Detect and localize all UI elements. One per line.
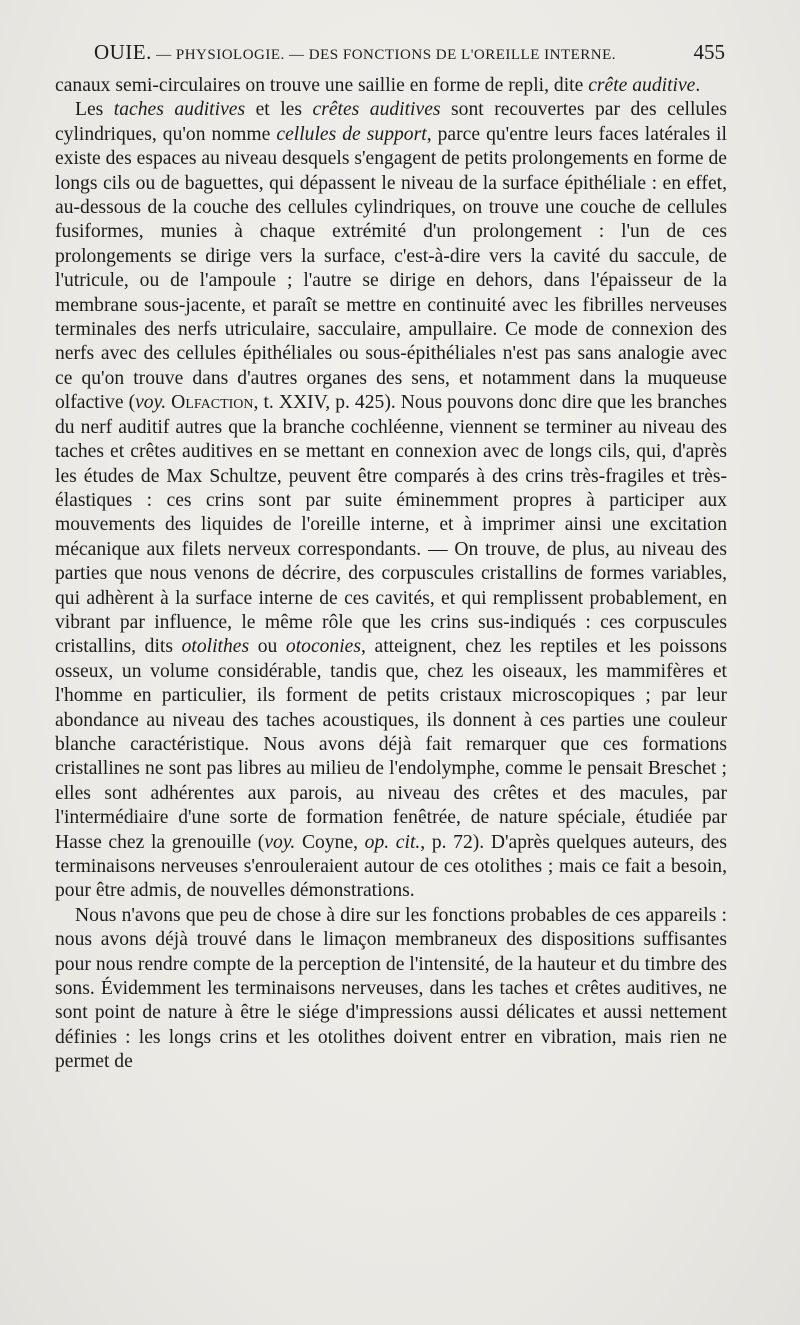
text-run: canaux semi-circulaires on trouve une saillie en forme de repli, dite — [55, 75, 589, 96]
italic-text: crête auditive — [588, 75, 696, 96]
text-run: Coyne, — [295, 831, 365, 853]
header-lead: OUIE. — [93, 40, 152, 64]
text-run: sont recouvertes par des cellules cylindriques, qu'on nomme — [55, 99, 727, 145]
italic-text: otoconies — [285, 636, 361, 658]
header-title — [55, 40, 655, 65]
text-run: , t. XXIV, p. 425). Nous pouvons donc dire que les branches du nerf auditif autres que la branche cochléenne, viennent se terminer au niveau des taches et crêtes auditives en se mettant en connexion avec de longs cils, qui, d'après les études de Max Schultze, peuvent être comparés à des crins très-fragiles et très-élastiques : ces crins sont par suite éminemment propres à participer aux mouvements des liquides de l'oreille interne, et à imprimer ainsi une excitation mécanique aux filets nerveux correspondants. — On trouve, de plus, au niveau des parties que nous venons de décrire, des corpuscules cristallins de formes variables, qui adhèrent à la surface interne de ces cavités, et qui remplissent probablement, en vibrant par influence, le même rôle que les crins sus-indiqués : ces corpuscules cristallins, dits — [55, 392, 728, 658]
text-run: Nous n'avons que peu de chose à dire sur les fonctions probables de ces appareils : nous avons déjà trouvé dans le limaçon membraneux des dispositions suffisantes pour nous rendre compte de la perception de l'intensité, de la hauteur et du timbre des sons. Évidemment les terminaisons nerveuses, dans les taches et crêtes auditives, ne sont point de nature à être le siége d'impressions aussi délicates et aussi nettement définies : les longs crins et les otolithes doivent entrer en vibration, mais rien ne permet de — [55, 904, 727, 1073]
text-run: , atteignent, chez les reptiles et les poissons osseux, un volume considérable, tandis que, chez les oiseaux, les mammifères et l'homme en particulier, ils forment de petits cristaux microscopiques ; par leur abondance au niveau des taches acoustiques, ils donnent à ces parties une couleur blanche caractéristique. Nous avons déjà fait remarquer que ces formations cristallines ne sont pas libres au milieu de l'endolymphe, comme le pensait Breschet ; elles sont adhérentes aux parois, au niveau des crêtes et des macules, par l'intermédiaire d'une sorte de formation fenêtrée, de nature spéciale, étudiée par Hasse chez la grenouille ( — [55, 636, 727, 853]
running-header — [55, 40, 725, 70]
italic-text: cellules de support — [276, 123, 427, 145]
text-run: , parce qu'entre leurs faces latérales il existe des espaces au niveau desquels s'engagent de petits prolongements en forme de longs cils ou de baguettes, qui dépassent le niveau de la surface épithéliale : en effet, au-dessous de la couche des cellules cylindriques, on trouve une couche de cellules fusiformes, munies à chaque extrémité d'un prolongement : l'un de ces prolongements se dirige vers la surface, c'est-à-dire vers la cavité du saccule, de l'utricule, ou de l'ampoule ; l'autre se dirige en dehors, dans l'épaisseur de la membrane sous-jacente, et paraît se mettre en continuité avec les fibrilles nerveuses terminales des nerfs utriculaire, sacculaire, ampullaire. Ce mode de connexion des nerfs avec des cellules épithéliales ou sous-épithéliales n'est pas sans analogie avec ce qu'on trouve dans d'autres organes des sens, et notamment dans la muqueuse olfactive ( — [55, 123, 728, 414]
page-number: 455 — [693, 40, 725, 64]
italic-text: voy. — [135, 392, 167, 414]
text-run: , p. 72). D'après quelques auteurs, des terminaisons nerveuses s'enrouleraient autour de ces otolithes ; mais ce fait a besoin, pour être admis, de nouvelles démonstrations. — [55, 831, 727, 902]
paragraph — [55, 98, 727, 903]
text-run: ou — [249, 636, 286, 658]
text-run: Les — [75, 99, 114, 121]
italic-text: voy. — [264, 831, 296, 853]
paragraph — [55, 904, 727, 1075]
small-caps-text: Olfaction — [171, 392, 254, 414]
italic-text: crêtes auditives — [312, 99, 441, 121]
text-run: . — [695, 75, 701, 96]
italic-text: taches auditives — [113, 99, 246, 121]
paragraph — [55, 74, 727, 98]
body-text — [55, 74, 727, 1075]
header-subtitle: — PHYSIOLOGIE. — DES FONCTIONS DE L'OREILLE INTERNE. — [156, 47, 617, 63]
italic-text: otolithes — [181, 636, 250, 658]
italic-text: op. cit. — [364, 831, 421, 853]
text-run: et les — [245, 99, 313, 121]
